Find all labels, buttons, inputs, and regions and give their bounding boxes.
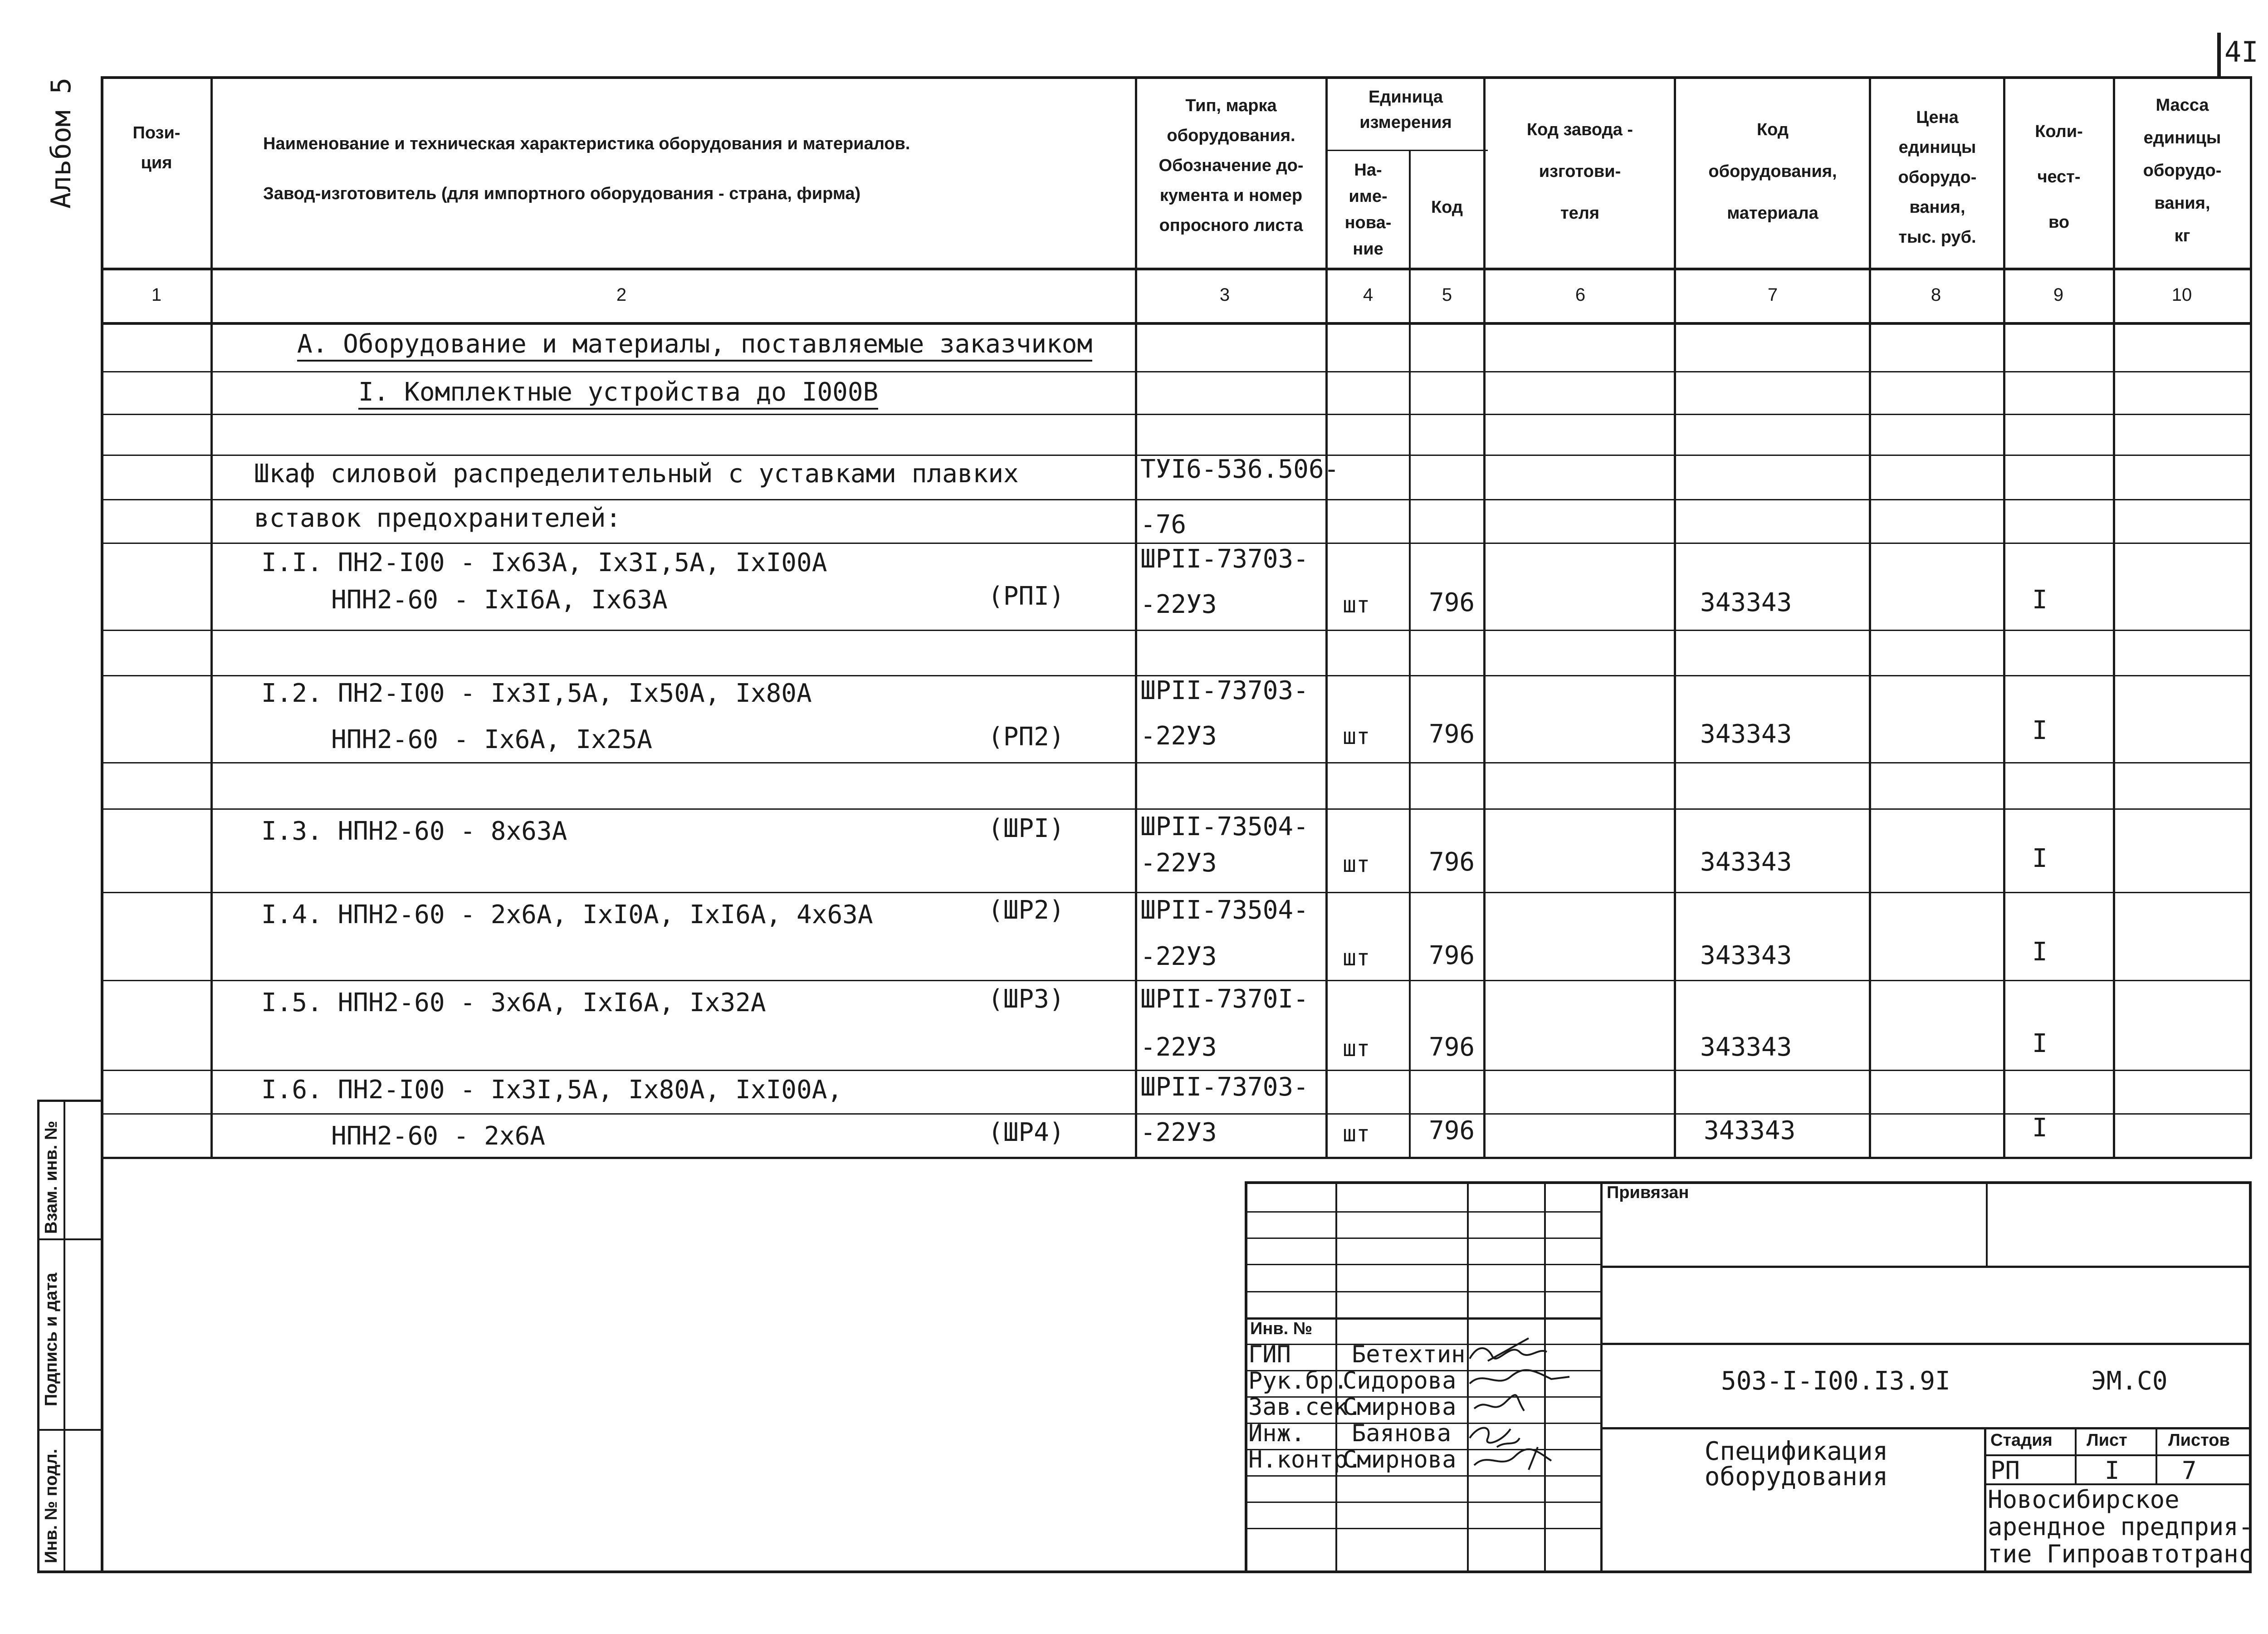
- sheet-number-divider: [2217, 33, 2221, 76]
- document-mark: ЭМ.С0: [2091, 1366, 2168, 1396]
- section-a-heading: А. Оборудование и материалы, поставляемые заказчиком: [297, 329, 1092, 359]
- column-number: 1: [151, 285, 162, 305]
- inv-number-label: Инв. №: [1250, 1319, 1313, 1338]
- stamp-replacement-inv: Взам. инв. №: [42, 1120, 61, 1234]
- document-code: 503-I-I00.I3.9I: [1721, 1366, 1950, 1396]
- stamp-signature-date: Подпись и дата: [42, 1272, 61, 1406]
- column-number: 10: [2171, 285, 2192, 305]
- role-norm-control: Н.контр.: [1248, 1446, 1362, 1473]
- column-number: 4: [1363, 285, 1374, 305]
- stamp-original-inv: Инв. № подл.: [42, 1448, 61, 1563]
- stage-label: Стадия: [1990, 1431, 2053, 1450]
- intro-type-1: ТУI6-536.506-: [1140, 455, 1339, 484]
- column-number: 8: [1931, 285, 1941, 305]
- organization: Новосибирское арендное предприя- тие Гипроавтотранс: [1988, 1485, 2253, 1568]
- header-unit-code: Код: [1431, 198, 1463, 217]
- header-name: Наименование и техническая характеристика оборудования и материалов. Завод-изготовитель (для импортного оборудования - страна, фирма): [263, 134, 910, 203]
- sheets-label: Листов: [2168, 1431, 2230, 1450]
- document-title: Спецификация оборудования: [1704, 1437, 1888, 1492]
- header-type: Тип, марка оборудования. Обозначение до- кумента и номер опросного листа: [1158, 96, 1304, 235]
- column-number: 9: [2053, 285, 2064, 305]
- name-engineer: Баянова: [1352, 1420, 1452, 1447]
- name-gip: Бетехтин: [1352, 1341, 1466, 1368]
- header-factory-code: Код завода - изготови- теля: [1526, 120, 1633, 223]
- sheet-value: I: [2105, 1456, 2120, 1485]
- intro-type-2: -76: [1140, 510, 1187, 539]
- album-label: Альбом 5: [45, 78, 77, 209]
- intro-line-1: Шкаф силовой распределительный с уставками плавких: [254, 459, 1019, 489]
- role-section-head: Зав.сек.: [1248, 1394, 1362, 1421]
- header-equipment-code: Код оборудования, материала: [1708, 120, 1837, 223]
- column-number: 7: [1767, 285, 1778, 305]
- bound-label: Привязан: [1607, 1183, 1689, 1202]
- name-section-head: Смирнова: [1343, 1394, 1457, 1421]
- header-position: Пози- ция: [132, 123, 181, 172]
- intro-line-2: вставок предохранителей:: [254, 504, 621, 533]
- header-quantity: Коли- чест- во: [2035, 122, 2083, 232]
- signature-marks: [1461, 1334, 1579, 1474]
- section-1-heading: I. Комплектные устройства до I000В: [358, 377, 878, 407]
- role-engineer: Инж.: [1248, 1420, 1305, 1447]
- column-number: 5: [1442, 285, 1452, 305]
- sheets-value: 7: [2182, 1456, 2197, 1485]
- name-norm-control: Смирнова: [1343, 1446, 1457, 1473]
- column-number: 3: [1219, 285, 1230, 305]
- column-number: 2: [616, 285, 627, 305]
- sheet-label: Лист: [2087, 1431, 2127, 1450]
- stage-value: РП: [1990, 1456, 2020, 1485]
- column-number: 6: [1575, 285, 1586, 305]
- header-unit-name: На- име- нова- ние: [1344, 161, 1392, 259]
- header-mass: Масса единицы оборудо- вания, кг: [2143, 96, 2222, 245]
- header-unit-price: Цена единицы оборудо- вания, тыс. руб.: [1898, 108, 1977, 247]
- sheet-number: 4I: [2224, 35, 2258, 68]
- name-team-lead: Сидорова: [1343, 1367, 1457, 1394]
- header-unit: Единица измерения: [1359, 88, 1452, 132]
- role-gip: ГИП: [1248, 1341, 1291, 1368]
- role-team-lead: Рук.бр.: [1248, 1367, 1348, 1394]
